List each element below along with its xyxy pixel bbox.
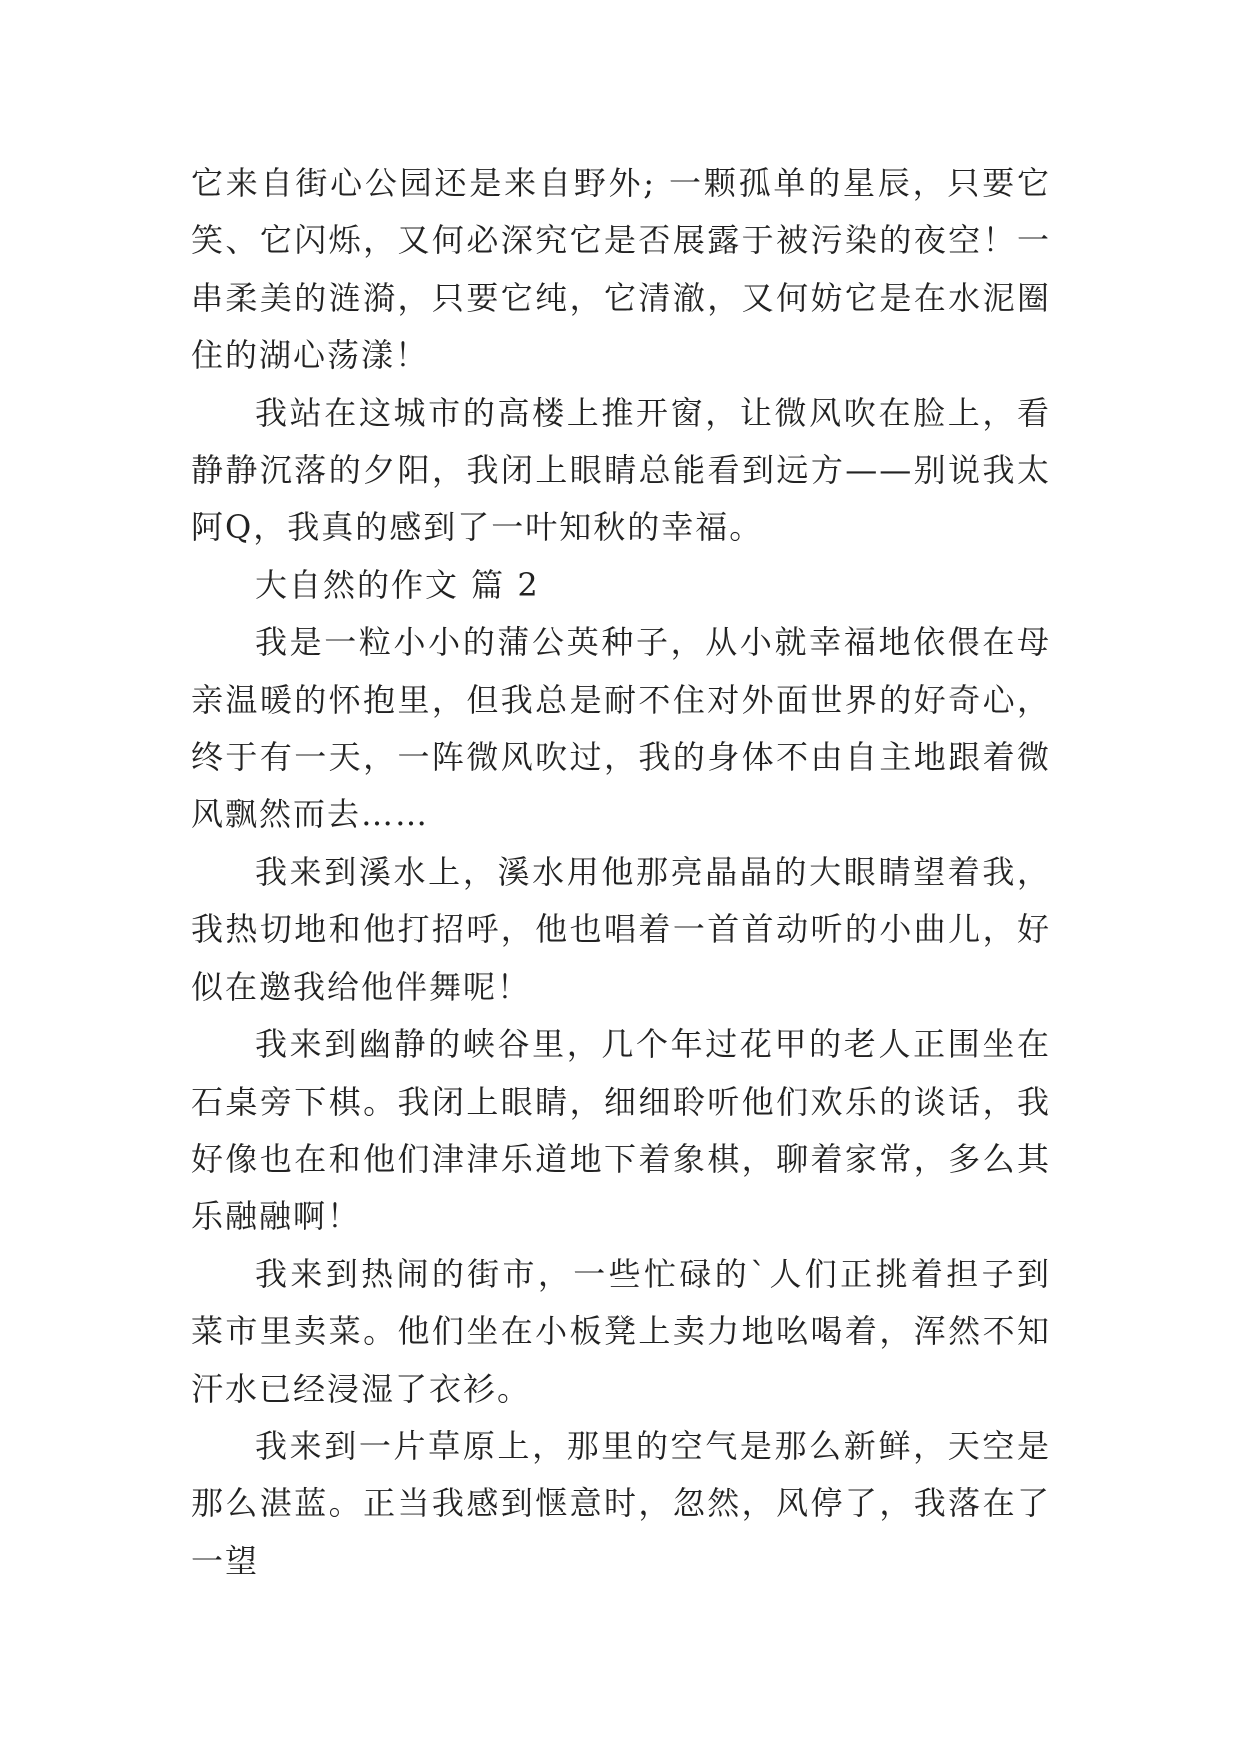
paragraph-market: 我来到热闹的街市，一些忙碌的`人们正挑着担子到菜市里卖菜。他们坐在小板凳上卖力地吆喝着，浑然不知汗水已经浸湿了衣衫。	[191, 1254, 1051, 1408]
paragraph-stream: 我来到溪水上，溪水用他那亮晶晶的大眼睛望着我，我热切地和他打招呼，他也唱着一首首动听的小曲儿，好似在邀我给他伴舞呢！	[191, 852, 1051, 1006]
paragraph-valley: 我来到幽静的峡谷里，几个年过花甲的老人正围坐在石桌旁下棋。我闭上眼睛，细细聆听他们欢乐的谈话，我好像也在和他们津津乐道地下着象棋，聊着家常，多么其乐融融啊！	[191, 1025, 1051, 1236]
paragraph-window-view: 我站在这城市的高楼上推开窗，让微风吹在脸上，看静静沉落的夕阳，我闭上眼睛总能看到远方——别说我太阿Q，我真的感到了一叶知秋的幸福。	[191, 393, 1051, 547]
paragraph-continued: 它来自街心公园还是来自野外; 一颗孤单的星辰，只要它笑、它闪烁，又何必深究它是否展露于被污染的夜空！一串柔美的涟漪，只要它纯，它清澈，又何妨它是在水泥圈住的湖心荡漾！	[191, 164, 1051, 375]
section-heading: 大自然的作文 篇 2	[255, 565, 540, 604]
paragraph-dandelion-seed: 我是一粒小小的蒲公英种子，从小就幸福地依偎在母亲温暖的怀抱里，但我总是耐不住对外面世界的好奇心，终于有一天，一阵微风吹过，我的身体不由自主地跟着微风飘然而去……	[191, 623, 1051, 834]
paragraph-grassland: 我来到一片草原上，那里的空气是那么新鲜，天空是那么湛蓝。正当我感到惬意时，忽然，风停了，我落在了一望	[191, 1426, 1051, 1580]
article-body	[191, 155, 1051, 1590]
